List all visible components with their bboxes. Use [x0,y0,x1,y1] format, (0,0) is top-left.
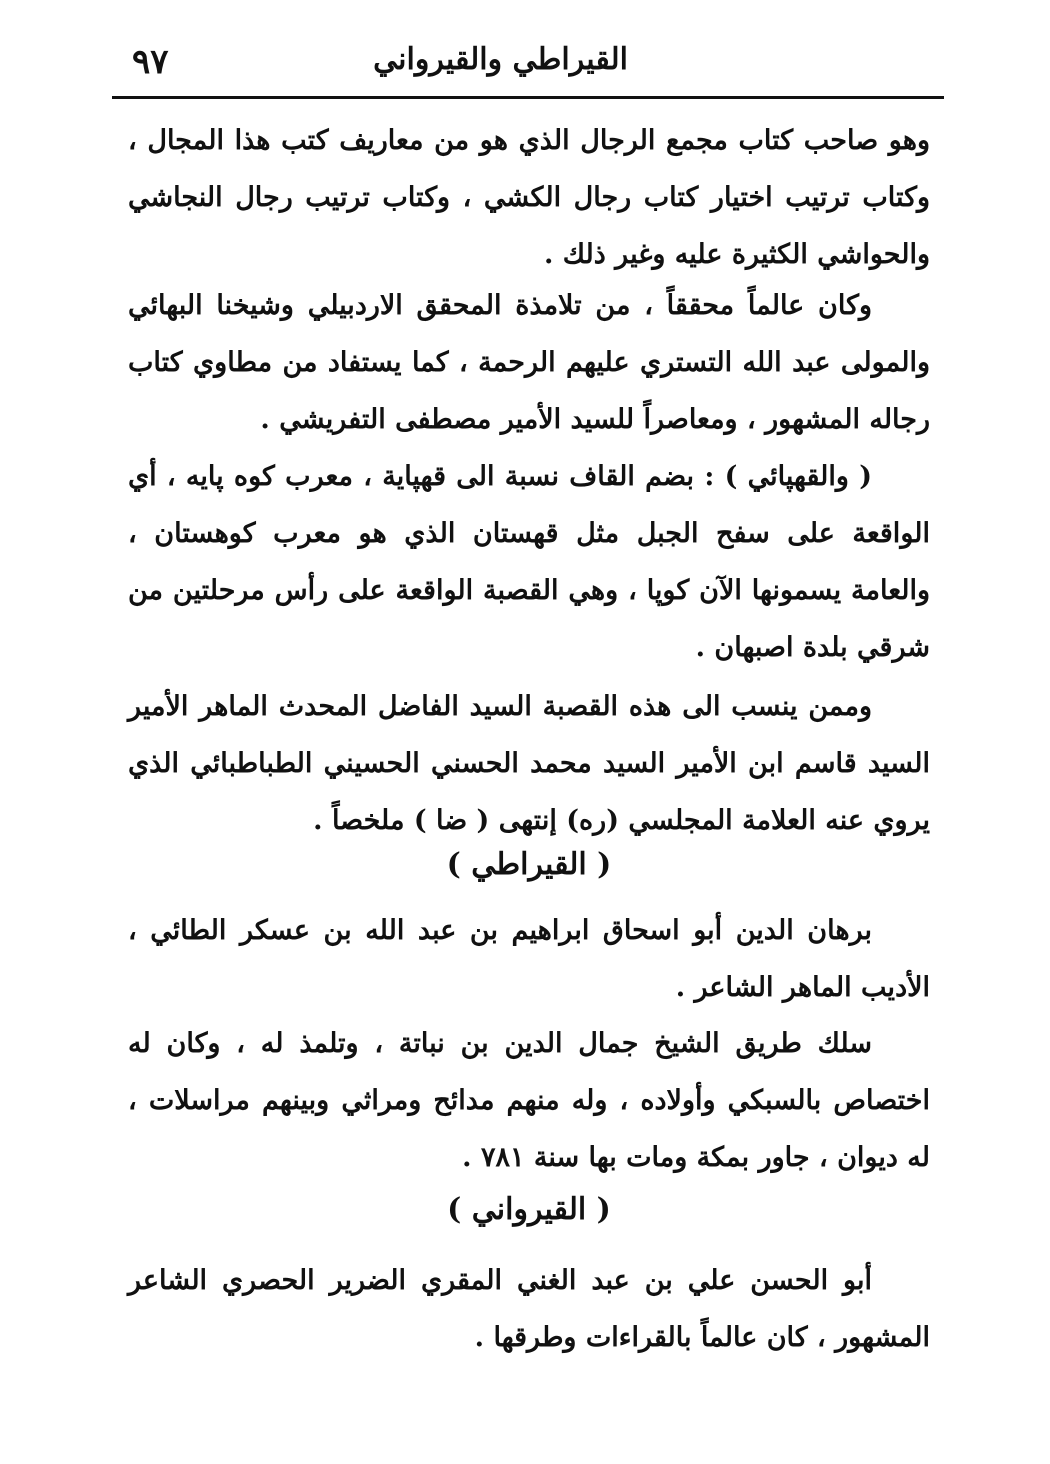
paragraph-qayrawani-bio: أبو الحسن علي بن عبد الغني المقري الضرير الحصري الشاعر المشهور ، كان عالماً بالقراءات وطرقها . [128,1265,930,1353]
paragraph-qahpai-definition: ( والقهپائي ) : بضم القاف نسبة الى قهپاية ، معرب كوه پايه ، أي الواقعة على سفح الجبل مثل قهستان الذي هو معرب كوهستان ، والعامة يسمونها الآن كوپا ، وهي القصبة الواقعة على رأس مرحلتين من شرقي بلدة اصبهان . [128,461,930,663]
section-heading-qirati: ( القيراطي ) [446,847,612,882]
paragraph-teachers: وكان عالماً محققاً ، من تلامذة المحقق الاردبيلي وشيخنا البهائي والمولى عبد الله التستري عليهم الرحمة ، كما يستفاد من مطاوي كتاب رجاله المشهور ، ومعاصراً للسيد الأمير مصطفى التفريشي . [128,290,930,435]
paragraph-qirati-bio: سلك طريق الشيخ جمال الدين بن نباتة ، وتلمذ له ، وكان له اختصاص بالسبكي وأولاده ، وله منهم مدائح ومراثي وبينهم مراسلات ، له ديوان ، جاور بمكة ومات بها سنة ٧٨١ . [128,1028,930,1173]
paragraph-qirati-name: برهان الدين أبو اسحاق ابراهيم بن عبد الله بن عسكر الطائي ، الأديب الماهر الشاعر . [128,915,930,1003]
page-number: ٩٧ [132,42,169,82]
page-header [112,38,944,96]
section-heading-qayrawani: ( القيرواني ) [447,1192,611,1227]
header-rule [112,96,944,99]
paragraph-majma-al-rijal: وهو صاحب كتاب مجمع الرجال الذي هو من معاريف كتب هذا المجال ، وكتاب ترتيب اختيار كتاب رجال الكشي ، وكتاب ترتيب رجال النجاشي والحواشي الكثيرة عليه وغير ذلك . [128,125,930,270]
paragraph-qahpai-people: وممن ينسب الى هذه القصبة السيد الفاضل المحدث الماهر الأمير السيد قاسم ابن الأمير السيد محمد الحسني الحسيني الطباطبائي الذي يروي عنه العلامة المجلسي (ره) إنتهى ( ضا ) ملخصاً . [128,691,930,836]
running-title: القيراطي والقيرواني [373,42,628,77]
